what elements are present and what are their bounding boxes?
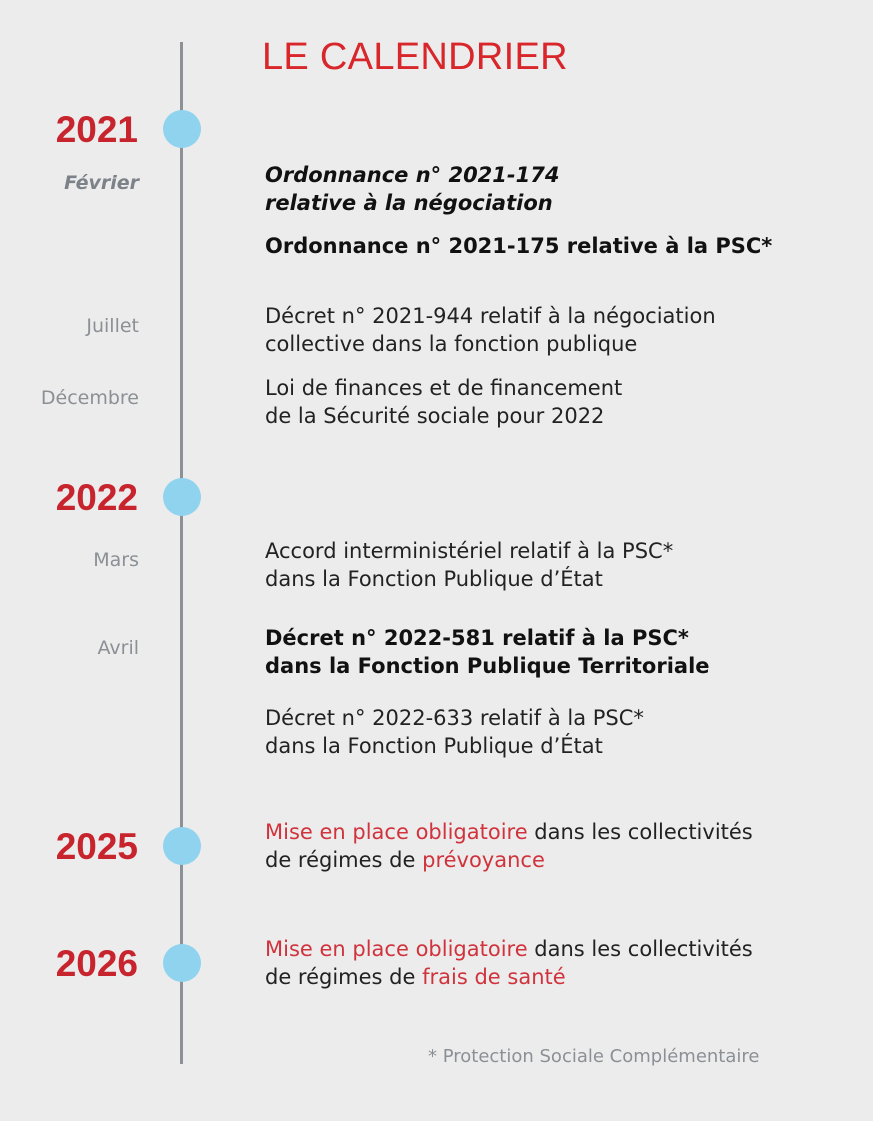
year-2022: 2022 [55, 477, 138, 518]
timeline-dot-2022 [163, 478, 201, 516]
entry-decret-2022-633 [265, 704, 644, 760]
timeline-dot-2026 [163, 944, 201, 982]
month-avril: Avril [97, 637, 139, 659]
highlight-text: Mise en place obligatoire [265, 937, 528, 961]
entry-decret-2022-581 [265, 624, 710, 680]
month-mars: Mars [93, 549, 139, 571]
year-2021: 2021 [55, 109, 138, 150]
entry-line [265, 963, 753, 991]
entry-text: dans les collectivités [527, 937, 753, 961]
entry-text: de régimes de [265, 965, 423, 989]
month-juillet: Juillet [86, 315, 139, 337]
entry-accord-interministeriel [265, 537, 673, 593]
entry-line: Décret n° 2021-944 relatif à la négociation [265, 304, 716, 328]
highlight-text: Mise en place obligatoire [265, 820, 528, 844]
entry-ordonnance-2021-175 [265, 232, 772, 260]
entry-line [265, 818, 753, 846]
entry-line: relative à la négociation [265, 191, 553, 215]
entry-2026-sante [265, 935, 753, 991]
highlight-text: frais de santé [422, 965, 566, 989]
entry-line: Décret n° 2022-581 relatif à la PSC* [265, 626, 689, 650]
entry-line: Loi de finances et de financement [265, 376, 623, 400]
highlight-text: prévoyance [422, 848, 545, 872]
entry-line: dans la Fonction Publique Territoriale [265, 654, 710, 678]
entry-line [265, 935, 753, 963]
entry-line: Accord interministériel relatif à la PSC* [265, 539, 674, 563]
page-title: LE CALENDRIER [262, 36, 568, 78]
entry-loi-finances [265, 374, 622, 430]
entry-ordonnance-2021-174 [265, 161, 559, 217]
entry-line: dans la Fonction Publique d’État [265, 567, 603, 591]
entry-line: de la Sécurité sociale pour 2022 [265, 404, 605, 428]
entry-text: dans les collectivités [527, 820, 753, 844]
entry-decret-2021-944 [265, 302, 716, 358]
year-2026: 2026 [55, 943, 138, 984]
entry-line: Ordonnance n° 2021-175 relative à la PSC* [265, 234, 773, 258]
entry-line: Décret n° 2022-633 relatif à la PSC* [265, 706, 644, 730]
timeline-dot-2021 [163, 110, 201, 148]
entry-line [265, 846, 753, 874]
timeline-dot-2025 [163, 827, 201, 865]
timeline-line [180, 42, 183, 1064]
month-decembre: Décembre [40, 387, 139, 409]
entry-text: de régimes de [265, 848, 423, 872]
entry-line: Ordonnance n° 2021-174 [265, 163, 560, 187]
footnote: * Protection Sociale Complémentaire [428, 1046, 760, 1067]
entry-line: dans la Fonction Publique d’État [265, 734, 603, 758]
month-fevrier: Février [64, 172, 139, 194]
entry-2025-prevoyance [265, 818, 753, 874]
year-2025: 2025 [55, 826, 138, 867]
entry-line: collective dans la fonction publique [265, 332, 638, 356]
